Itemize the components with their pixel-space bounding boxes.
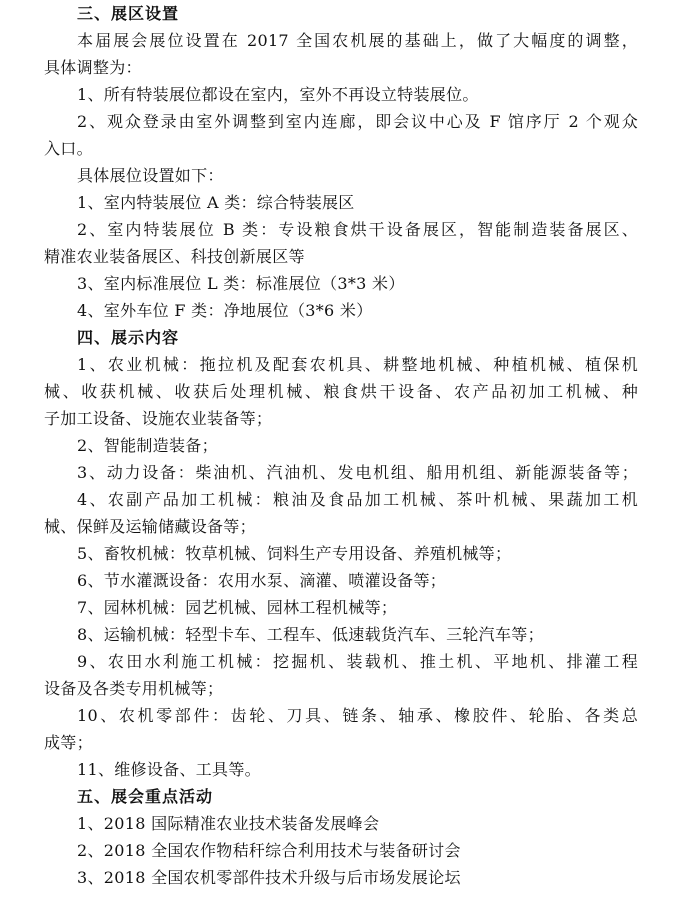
- list-item: 9、农田水利施工机械：挖掘机、装载机、推土机、平地机、排灌工程: [77, 652, 638, 671]
- section-heading-exhibit-areas: 三、展区设置: [77, 4, 180, 23]
- paragraph-line: 本届展会展位设置在 2017 全国农机展的基础上，做了大幅度的调整，: [77, 31, 638, 50]
- list-item: 11、维修设备、工具等。: [77, 760, 261, 779]
- list-item-continuation: 设备及各类专用机械等；: [44, 679, 224, 698]
- list-item: 7、园林机械：园艺机械、园林工程机械等；: [77, 598, 398, 617]
- paragraph-line: 具体展位设置如下：: [77, 166, 224, 185]
- list-item: 3、动力设备：柴油机、汽油机、发电机组、船用机组、新能源装备等；: [77, 463, 638, 482]
- list-item: 1、所有特装展位都设在室内，室外不再设立特装展位。: [77, 85, 479, 104]
- section-heading-exhibits: 四、展示内容: [77, 328, 180, 347]
- list-item: 5、畜牧机械：牧草机械、饲料生产专用设备、养殖机械等；: [77, 544, 512, 563]
- list-item: 4、室外车位 F 类：净地展位（3*6 米）: [77, 301, 373, 320]
- list-item: 2、观众登录由室外调整到室内连廊，即会议中心及 F 馆序厅 2 个观众: [77, 112, 638, 131]
- list-item: 3、室内标准展位 L 类：标准展位（3*3 米）: [77, 274, 405, 293]
- list-item-continuation: 入口。: [44, 139, 93, 158]
- list-item: 10、农机零部件：齿轮、刀具、链条、轴承、橡胶件、轮胎、各类总: [77, 706, 638, 725]
- list-item: 1、农业机械：拖拉机及配套农机具、耕整地机械、种植机械、植保机: [77, 355, 638, 374]
- list-item: 2、2018 全国农作物秸秆综合利用技术与装备研讨会: [77, 841, 461, 860]
- list-item-continuation: 械、保鲜及运输储藏设备等；: [44, 517, 256, 536]
- list-item: 3、2018 全国农机零部件技术升级与后市场发展论坛: [77, 868, 461, 887]
- list-item-continuation: 成等；: [44, 733, 93, 752]
- paragraph-line: 具体调整为：: [44, 58, 142, 77]
- list-item-continuation: 子加工设备、设施农业装备等；: [44, 409, 273, 428]
- list-item: 2、智能制造装备；: [77, 436, 218, 455]
- list-item: 1、2018 国际精准农业技术装备发展峰会: [77, 814, 380, 833]
- list-item: 8、运输机械：轻型卡车、工程车、低速载货汽车、三轮汽车等；: [77, 625, 544, 644]
- section-heading-key-events: 五、展会重点活动: [77, 787, 214, 806]
- list-item: 4、农副产品加工机械：粮油及食品加工机械、茶叶机械、果蔬加工机: [77, 490, 638, 509]
- list-item-continuation: 械、收获机械、收获后处理机械、粮食烘干设备、农产品初加工机械、种: [44, 382, 638, 401]
- list-item: 1、室内特装展位 A 类：综合特装展区: [77, 193, 355, 212]
- list-item: 2、室内特装展位 B 类：专设粮食烘干设备展区，智能制造装备展区、: [77, 220, 638, 239]
- list-item-continuation: 精准农业装备展区、科技创新展区等: [44, 247, 305, 266]
- list-item: 6、节水灌溉设备：农用水泵、滴灌、喷灌设备等；: [77, 571, 447, 590]
